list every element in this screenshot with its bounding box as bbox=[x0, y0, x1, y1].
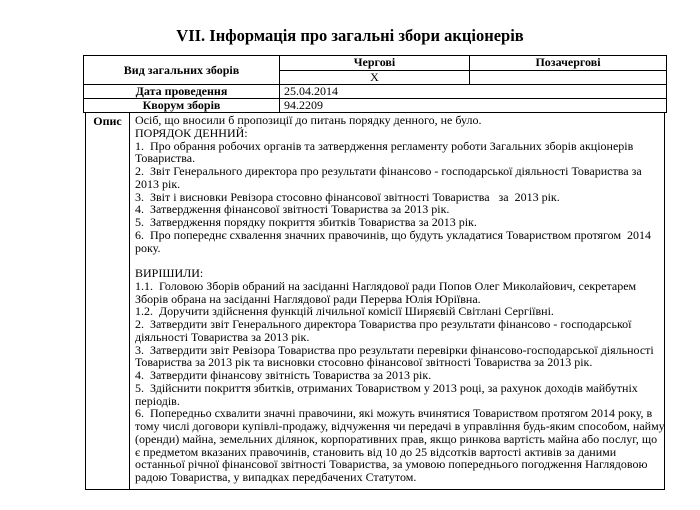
resolution-item: 3. Затвердити звіт Ревізора Товариства про результати перевірки фінансово-господарської діяльності Товариства за 2013 рік та висновки стосовно фінансової звітності Товариства за 2013 рік. bbox=[135, 342, 657, 370]
intro-text: Осіб, що вносили б пропозиції до питань порядку денного, не було. bbox=[135, 113, 482, 127]
agenda-item: 1. Про обрання робочих органів та затвердження регламенту роботи Загальних зборів акціонерів Товариства. bbox=[135, 138, 637, 166]
regular-header: Чергові bbox=[280, 56, 470, 71]
description-block bbox=[85, 112, 668, 490]
quorum-label: Кворум зборів bbox=[84, 99, 280, 113]
agenda-item: 4. Затвердження фінансової звітності Товариства за 2013 рік. bbox=[135, 202, 450, 217]
meeting-type-label: Вид загальних зборів bbox=[84, 56, 280, 85]
agenda-item: 5. Затвердження порядку покриття збитків Товариства за 2013 рік. bbox=[135, 215, 477, 229]
resolution-item: 1.2. Доручити здійснення функцій лічильної комісії Ширяєвій Світлані Сергіївні. bbox=[135, 304, 554, 319]
agenda-item: 3. Звіт і висновки Ревізора стосовно фінансової звітності Товариства за 2013 рік. bbox=[135, 189, 560, 204]
agenda-heading: ПОРЯДОК ДЕННИЙ: bbox=[135, 125, 248, 140]
resolved-heading: ВИРІШИЛИ: bbox=[135, 266, 204, 280]
regular-mark: X bbox=[280, 70, 470, 85]
resolution-item: 5. Здійснити покриття збитків, отриманих Товариством у 2013 році, за рахунок доходів майбутніх періодів. bbox=[135, 380, 641, 408]
quorum-value: 94.2209 bbox=[280, 99, 667, 113]
resolution-item: 2. Затвердити звіт Генерального директора Товариства про результати фінансово - господарської діяльності Товариства за 2013 рік. bbox=[135, 317, 635, 344]
description-text bbox=[135, 113, 668, 484]
extraordinary-mark bbox=[470, 70, 667, 85]
date-value: 25.04.2014 bbox=[280, 85, 667, 99]
resolution-item: 6. Попередньо схвалити значні правочини, які можуть вчинятися Товариством протягом 2014 року, в тому числі договори купівлі-продажу, відчуження чи передачі в управління будь-яким способом, найму (оренди) майна, земельних ділянок, корпоративних прав, якщо ринкова вартість майна або послуг, що є предметом вказаних правочинів, становить від 10 до 25 відсотків вартості активів за даними останньої річної фінансової звітності Товариства, за умовою попереднього погодження Наглядовою радою Товариства, у випадках передбачених Статутом. bbox=[135, 406, 668, 484]
meeting-info-table bbox=[83, 55, 667, 113]
agenda-item: 2. Звіт Генерального директора про результати фінансово - господарської діяльності Товариства за 2013 рік. bbox=[135, 164, 645, 191]
resolution-item: 4. Затвердити фінансову звітність Товариства за 2013 рік. bbox=[135, 368, 432, 382]
agenda-item: 6. Про попереднє схвалення значних правочинів, що будуть укладатися Товариством протягом 2014 року. bbox=[135, 227, 655, 255]
description-label: Опис bbox=[86, 113, 130, 489]
resolution-item: 1.1. Головою Зборів обраний на засіданні Наглядової ради Попов Олег Миколайович, секретарем Зборів обрана на засіданні Наглядової ради Перерва Юлія Юріївна. bbox=[135, 278, 640, 306]
date-label: Дата проведення bbox=[84, 85, 280, 99]
extraordinary-header: Позачергові bbox=[470, 56, 667, 71]
section-title: VII. Інформація про загальні збори акціонерів bbox=[176, 26, 524, 45]
